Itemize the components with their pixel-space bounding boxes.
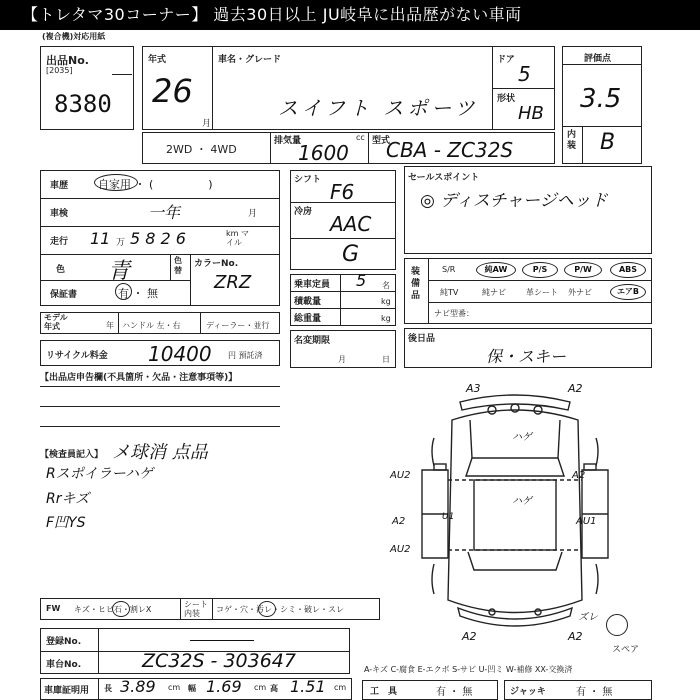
aircon-value: AAC bbox=[330, 212, 372, 236]
damage-bage-top: ハゲ bbox=[512, 432, 532, 443]
spare-label: スペア bbox=[612, 645, 640, 655]
gross-label: 総重量 bbox=[294, 314, 322, 324]
equipment-label: 装備品 bbox=[411, 267, 421, 301]
displacement-value: 1600 bbox=[298, 141, 349, 165]
damage-legend: A-キズ C-腐食 E-エクボ S-サビ U-凹ミ W-補修 XX-交換済 bbox=[364, 665, 573, 674]
recycle-value: 10400 bbox=[148, 342, 212, 366]
cert-label: 車庫証明用 bbox=[44, 686, 90, 696]
warranty-circle-mark bbox=[115, 283, 132, 300]
damage-a2-right: A2 bbox=[572, 470, 586, 481]
lot-code: [2035] bbox=[46, 66, 73, 75]
color-no-label: カラーNo. bbox=[194, 259, 239, 269]
displacement-label: 排気量 bbox=[274, 136, 302, 146]
inspector-line0: メ球消 点品 bbox=[112, 442, 208, 463]
cert-w-value: 1.69 bbox=[206, 677, 242, 696]
color-label: 色 bbox=[56, 265, 66, 275]
equip-sr: S/R bbox=[442, 265, 456, 274]
damage-au2-left: AU2 bbox=[390, 470, 411, 481]
warranty-label: 保証書 bbox=[50, 290, 78, 300]
tools-label: 工 具 bbox=[370, 687, 398, 697]
seat-yogore-mark bbox=[258, 601, 276, 617]
aircon-label: 冷房 bbox=[294, 207, 313, 217]
sales-point-value: ◎ ディスチャージヘッド bbox=[420, 191, 608, 211]
capacity-label: 乗車定員 bbox=[294, 280, 331, 290]
cert-unit-1: cm bbox=[168, 683, 181, 692]
reg-no-label: 登録No. bbox=[46, 637, 82, 647]
score-value: 3.5 bbox=[580, 84, 622, 114]
name-change-label: 名変期限 bbox=[294, 336, 331, 346]
inspector-line3: F凹YS bbox=[46, 515, 86, 531]
door-label: ドア bbox=[497, 55, 515, 65]
inspection-month: 月 bbox=[248, 209, 258, 219]
cert-l-value: 3.89 bbox=[120, 677, 156, 696]
recycle-suffix: 円 預託済 bbox=[228, 351, 263, 360]
year-value: 26 bbox=[152, 72, 193, 110]
displacement-unit: cc bbox=[356, 133, 365, 142]
equip-pw: P/W bbox=[564, 262, 602, 278]
damage-au1-right: AU1 bbox=[576, 516, 597, 527]
gross-unit: kg bbox=[381, 314, 391, 323]
chassis-label: 車台No. bbox=[46, 660, 82, 670]
equip-aw: 純AW bbox=[476, 262, 516, 278]
equip-abs: ABS bbox=[610, 262, 646, 278]
fuel-value: G bbox=[342, 242, 360, 267]
after-items-value: 保・スキー bbox=[486, 347, 567, 366]
lot-label: 出品No. bbox=[46, 54, 89, 67]
fw-hibi-mark bbox=[112, 601, 130, 617]
model-year-label: モデル年式 bbox=[44, 313, 68, 331]
cert-w-label: 幅 bbox=[188, 684, 196, 693]
spare-tire-icon bbox=[606, 614, 628, 636]
shift-value: F6 bbox=[330, 180, 355, 204]
header-banner: 【トレタマ30コーナー】 過去30日以上 JU岐阜に出品歴がない車両 bbox=[0, 0, 700, 30]
equip-tv: 純TV bbox=[440, 288, 459, 297]
inspector-line1: Rスポイラーハゲ bbox=[46, 466, 154, 482]
fw-items: キズ・ヒビ石・割レX bbox=[74, 605, 152, 614]
damage-a2-top: A2 bbox=[568, 382, 583, 395]
equip-ps: P/S bbox=[522, 262, 558, 278]
cert-h-label: 高 bbox=[270, 684, 278, 693]
color-no-value: ZRZ bbox=[214, 272, 252, 293]
mileage-man-unit: 万 bbox=[116, 238, 126, 248]
jack-label: ジャッキ bbox=[510, 687, 546, 697]
load-label: 積載量 bbox=[294, 297, 322, 307]
mileage-unit: km マイル bbox=[226, 229, 249, 247]
damage-a2-br: A2 bbox=[568, 630, 583, 643]
inspector-line2: Rrキズ bbox=[46, 491, 90, 507]
interior-label: 内装 bbox=[567, 130, 577, 151]
inspector-label: 【検査員記入】 bbox=[40, 450, 104, 460]
drive-label: 2WD ・ 4WD bbox=[166, 143, 237, 156]
history-value: 自家用 ・ ( ) bbox=[98, 178, 213, 191]
recycle-label: リサイクル料金 bbox=[46, 351, 108, 361]
name-change-month: 月 bbox=[338, 355, 346, 364]
shape-value: HB bbox=[518, 103, 544, 124]
car-name-value: スイフト スポーツ bbox=[278, 96, 479, 120]
warranty-value: 有 ・ 無 bbox=[118, 287, 158, 300]
damage-a3: A3 bbox=[466, 382, 481, 395]
name-change-day: 日 bbox=[382, 355, 390, 364]
mileage-label: 走行 bbox=[50, 237, 69, 247]
inspection-value: 一年 bbox=[148, 203, 181, 222]
history-label: 車歴 bbox=[50, 181, 69, 191]
shape-label: 形状 bbox=[497, 94, 516, 104]
inspection-label: 車検 bbox=[50, 209, 69, 219]
capacity-value: 5 bbox=[356, 271, 367, 290]
cert-l-label: 長 bbox=[104, 684, 112, 693]
year-month: 月 bbox=[202, 119, 212, 129]
equip-ext-navi: 外ナビ bbox=[568, 288, 592, 297]
equip-leather: 革シート bbox=[526, 288, 558, 297]
tools-value: 有 ・ 無 bbox=[436, 687, 473, 698]
fw-label: FW bbox=[46, 604, 61, 613]
form-note: (複合機)対応用紙 bbox=[42, 32, 106, 41]
year-label: 年式 bbox=[148, 55, 167, 65]
model-value: CBA - ZC32S bbox=[386, 138, 514, 162]
model-year-suffix: 年 bbox=[106, 321, 114, 330]
sales-point-label: セールスポイント bbox=[408, 173, 480, 183]
equip-navi: 純ナビ bbox=[482, 288, 506, 297]
car-name-label: 車名・グレード bbox=[218, 55, 282, 65]
color-change-label: 色替 bbox=[174, 256, 182, 275]
damage-bage-roof: ハゲ bbox=[512, 496, 532, 507]
load-unit: kg bbox=[381, 297, 391, 306]
mileage-man: 11 bbox=[90, 229, 111, 248]
capacity-unit: 名 bbox=[382, 281, 390, 290]
damage-a2-bl: A2 bbox=[462, 630, 477, 643]
model-label: 型式 bbox=[372, 136, 391, 146]
seat-items: コゲ・穴・汚レ・シミ・破レ・スレ bbox=[216, 605, 344, 614]
history-circle-mark bbox=[94, 174, 138, 191]
equip-airbag: エアB bbox=[610, 284, 646, 300]
after-items-label: 後日品 bbox=[408, 334, 436, 344]
damage-u1-left: U1 bbox=[442, 512, 455, 522]
damage-au2-left2: AU2 bbox=[390, 544, 411, 555]
mileage-digits: 5 8 2 6 bbox=[130, 229, 186, 248]
lot-number: 8380 bbox=[54, 90, 112, 118]
jack-value: 有 ・ 無 bbox=[576, 687, 613, 698]
chassis-value: ZC32S - 303647 bbox=[142, 650, 296, 672]
cert-h-value: 1.51 bbox=[290, 677, 326, 696]
damage-zure: ズレ bbox=[578, 612, 598, 623]
cert-unit-3: cm bbox=[334, 683, 347, 692]
interior-value: B bbox=[600, 130, 616, 155]
seat-label: シート内装 bbox=[184, 600, 208, 618]
equip-navi-model: ナビ型番： bbox=[434, 309, 474, 318]
seller-notes-label: 【出品店申告欄(不具箇所・欠品・注意事項等)】 bbox=[40, 373, 238, 383]
dealer-label: ディーラー・並行 bbox=[206, 321, 270, 330]
door-value: 5 bbox=[518, 62, 531, 86]
color-value: 青 bbox=[108, 259, 131, 284]
damage-a2-left: A2 bbox=[392, 516, 406, 527]
score-label: 評価点 bbox=[584, 54, 612, 64]
cert-unit-2: cm bbox=[254, 683, 267, 692]
shift-label: シフト bbox=[294, 175, 322, 185]
handle-label: ハンドル 左・右 bbox=[122, 321, 181, 330]
